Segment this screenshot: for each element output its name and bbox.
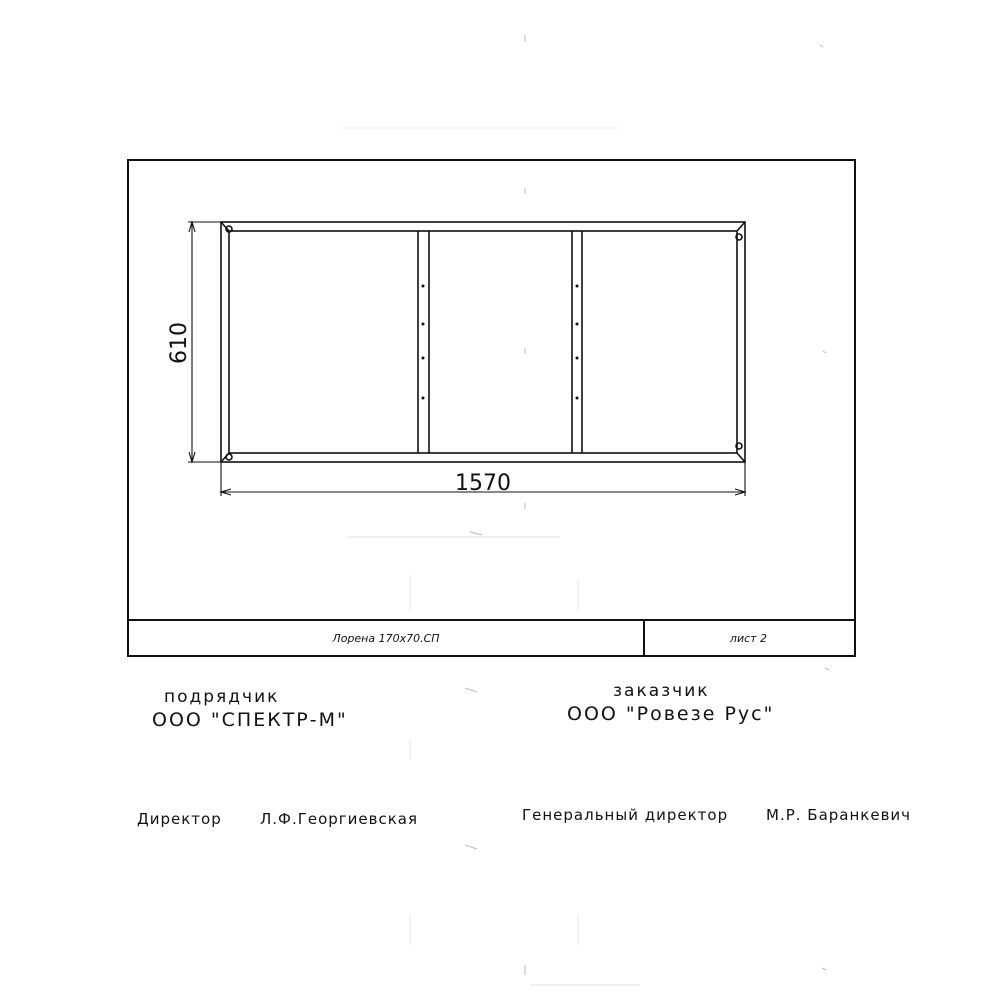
- height-dimension: [188, 222, 221, 462]
- customer-role: заказчик: [613, 681, 710, 701]
- contractor-org: ООО "СПЕКТР-М": [152, 709, 348, 731]
- contractor-position: Директор: [137, 810, 222, 828]
- customer-person: М.Р. Баранкевич: [766, 806, 912, 824]
- mullion-left: [418, 231, 429, 453]
- width-dimension-label: 1570: [455, 471, 511, 496]
- drawing-name: Лорена 170х70.СП: [129, 621, 645, 655]
- sheet-number: лист 2: [729, 631, 768, 645]
- frame-outer-edge: [221, 222, 745, 462]
- customer-position: Генеральный директор: [522, 806, 729, 824]
- height-dimension-label: 610: [167, 322, 192, 364]
- frame-inner-edge: [229, 231, 737, 453]
- contractor-person: Л.Ф.Георгиевская: [260, 810, 419, 828]
- customer-org: ООО "Ровезе Рус": [567, 703, 775, 725]
- contractor-role: подрядчик: [164, 687, 280, 707]
- mullion-right: [572, 231, 582, 453]
